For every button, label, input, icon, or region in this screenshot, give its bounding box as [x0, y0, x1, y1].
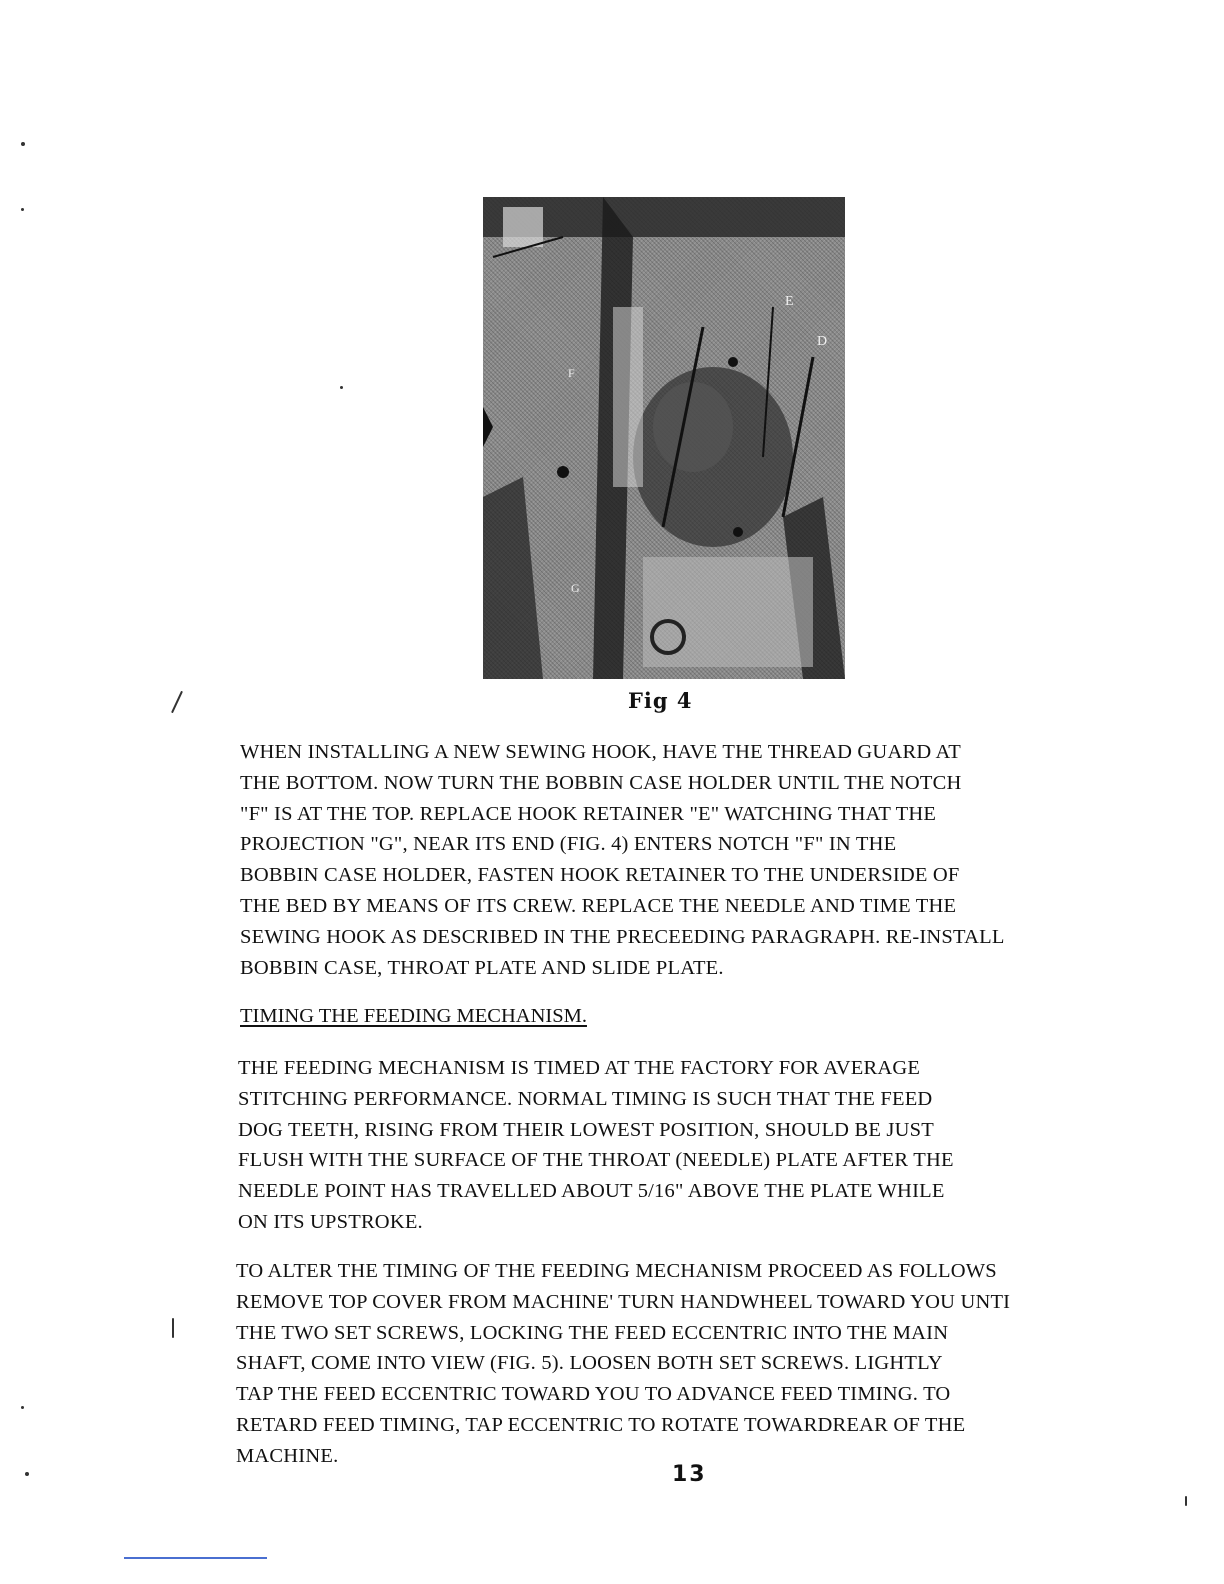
text-line: DOG TEETH, RISING FROM THEIR LOWEST POSITION, SHOULD BE JUST — [238, 1118, 934, 1141]
section-heading: TIMING THE FEEDING MECHANISM. — [240, 1005, 587, 1027]
scan-speck — [171, 691, 183, 714]
text-line: NEEDLE POINT HAS TRAVELLED ABOUT 5/16" ABOVE THE PLATE WHILE — [238, 1180, 945, 1203]
text-line: THE BED BY MEANS OF ITS CREW. REPLACE THE NEEDLE AND TIME THE — [240, 894, 957, 917]
text-line: FLUSH WITH THE SURFACE OF THE THROAT (NEEDLE) PLATE AFTER THE — [238, 1149, 954, 1172]
photo-label-d: D — [817, 334, 828, 349]
text-line: THE FEEDING MECHANISM IS TIMED AT THE FACTORY FOR AVERAGE — [238, 1057, 921, 1079]
text-line: SEWING HOOK AS DESCRIBED IN THE PRECEEDING PARAGRAPH. RE-INSTALL — [240, 925, 1005, 948]
scan-speck — [172, 1318, 174, 1338]
text-line: TO ALTER THE TIMING OF THE FEEDING MECHANISM PROCEED AS FOLLOWS — [236, 1260, 997, 1282]
text-line: TAP THE FEED ECCENTRIC TOWARD YOU TO ADVANCE FEED TIMING. TO — [236, 1383, 951, 1406]
text-line: THE BOTTOM. NOW TURN THE BOBBIN CASE HOLDER UNTIL THE NOTCH — [240, 771, 962, 794]
figure-caption: Fig 4 — [628, 688, 693, 713]
text-line: WHEN INSTALLING A NEW SEWING HOOK, HAVE THE THREAD GUARD AT — [240, 741, 961, 763]
text-line: STITCHING PERFORMANCE. NORMAL TIMING IS SUCH THAT THE FEED — [238, 1087, 933, 1110]
paragraph-hook-installation — [240, 737, 1110, 983]
text-line: REMOVE TOP COVER FROM MACHINE' TURN HANDWHEEL TOWARD YOU UNTI — [236, 1290, 1011, 1313]
text-line: PROJECTION "G", NEAR ITS END (FIG. 4) ENTERS NOTCH "F" IN THE — [240, 833, 897, 856]
text-line: ON ITS UPSTROKE. — [238, 1210, 423, 1233]
text-line: MACHINE. — [236, 1444, 339, 1467]
text-line: RETARD FEED TIMING, TAP ECCENTRIC TO ROTATE TOWARDREAR OF THE — [236, 1413, 966, 1436]
bottom-rule — [124, 1557, 267, 1559]
figure-4-photo — [483, 197, 845, 679]
text-line: THE TWO SET SCREWS, LOCKING THE FEED ECCENTRIC INTO THE MAIN — [236, 1321, 949, 1344]
text-line: BOBBIN CASE HOLDER, FASTEN HOOK RETAINER TO THE UNDERSIDE OF — [240, 864, 960, 887]
photo-label-f: F — [568, 366, 575, 380]
page-number: 13 — [672, 1462, 707, 1487]
text-line: SHAFT, COME INTO VIEW (FIG. 5). LOOSEN BOTH SET SCREWS. LIGHTLY — [236, 1352, 943, 1375]
photo-label-g: G — [571, 581, 580, 595]
scan-speck — [21, 1406, 24, 1409]
scan-speck — [21, 208, 24, 211]
scan-speck — [25, 1472, 29, 1476]
sewing-hook-mechanism-illustration — [483, 197, 845, 679]
paragraph-alter-timing — [236, 1256, 1116, 1472]
scan-speck — [21, 142, 25, 146]
paragraph-feed-timing — [238, 1053, 1108, 1238]
text-line: "F" IS AT THE TOP. REPLACE HOOK RETAINER "E" WATCHING THAT THE — [240, 802, 937, 825]
photo-label-e: E — [785, 294, 794, 309]
scan-speck — [340, 386, 343, 389]
text-line: BOBBIN CASE, THROAT PLATE AND SLIDE PLATE. — [240, 956, 724, 979]
scan-speck — [1185, 1496, 1187, 1506]
